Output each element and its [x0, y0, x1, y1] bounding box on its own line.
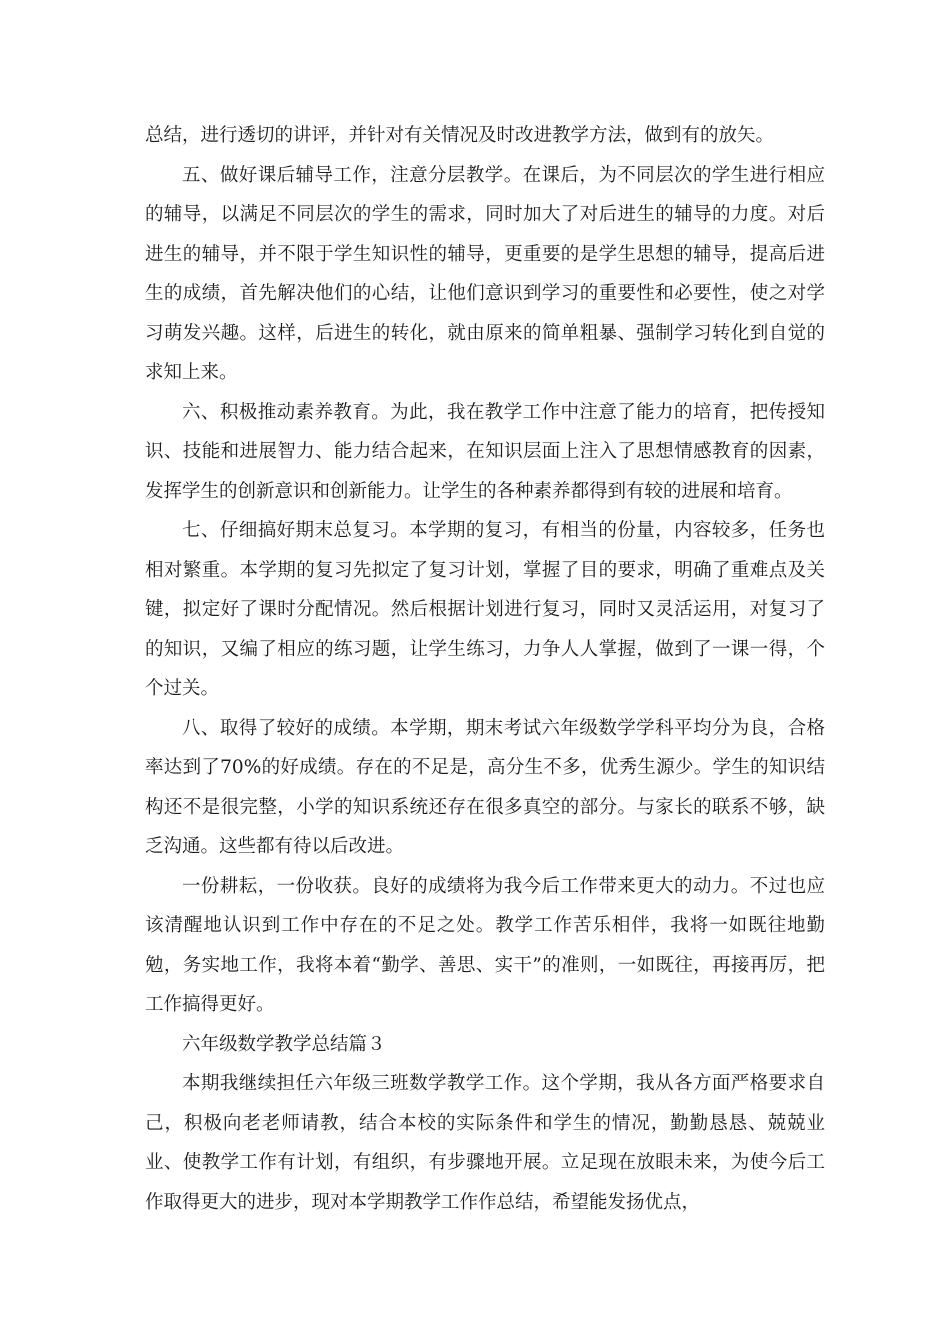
paragraph-continuation: 总结，进行透切的讲评，并针对有关情况及时改进教学方法，做到有的放矢。 [145, 125, 775, 146]
paragraph-conclusion: 一份耕耘，一份收获。良好的成绩将为我今后工作带来更大的动力。不过也应该清醒地认识到工作中存在的不足之处。教学工作苦乐相伴，我将一如既往地勤勉，务实地工作，我将本着“勤学、善思、实干”的准则，一如既往，再接再厉，把工作搞得更好。 [145, 875, 825, 1015]
paragraph-section-6: 六、积极推动素养教育。为此，我在教学工作中注意了能力的培育，把传授知识、技能和进展智力、能力结合起来，在知识层面上注入了思想情感教育的因素，发挥学生的创新意识和创新能力。让学生的各种素养都得到有较的进展和培育。 [145, 401, 825, 502]
section-heading-part-3: 六年级数学教学总结篇３ [182, 1033, 386, 1055]
paragraph-part-3-intro: 本期我继续担任六年级三班数学教学工作。这个学期，我从各方面严格要求自己，积极向老老师请教，结合本校的实际条件和学生的情况，勤勤恳恳、兢兢业业、使教学工作有计划，有组织，有步骤地开展。立足现在放眼未来，为使今后工作取得更大的进步，现对本学期教学工作作总结，希望能发扬优点， [145, 1073, 825, 1213]
document-page [145, 116, 825, 1222]
paragraph-section-7: 七、仔细搞好期末总复习。本学期的复习，有相当的份量，内容较多，任务也相对繁重。本学期的复习先拟定了复习计划，掌握了目的要求，明确了重难点及关键，拟定好了课时分配情况。然后根据计划进行复习，同时又灵活运用，对复习了的知识，又编了相应的练习题，让学生练习，力争人人掌握，做到了一课一得，个个过关。 [145, 520, 825, 699]
paragraph-section-8: 八、取得了较好的成绩。本学期，期末考试六年级数学学科平均分为良，合格率达到了70%的好成绩。存在的不足是，高分生不多，优秀生源少。学生的知识结构还不是很完整，小学的知识系统还存在很多真空的部分。与家长的联系不够，缺乏沟通。这些都有待以后改进。 [145, 717, 825, 857]
paragraph-section-5: 五、做好课后辅导工作，注意分层教学。在课后，为不同层次的学生进行相应的辅导，以满足不同层次的学生的需求，同时加大了对后进生的辅导的力度。对后进生的辅导，并不限于学生知识性的辅导，更重要的是学生思想的辅导，提高后进生的成绩，首先解决他们的心结，让他们意识到学习的重要性和必要性，使之对学习萌发兴趣。这样，后进生的转化，就由原来的简单粗暴、强制学习转化到自觉的求知上来。 [145, 164, 825, 383]
